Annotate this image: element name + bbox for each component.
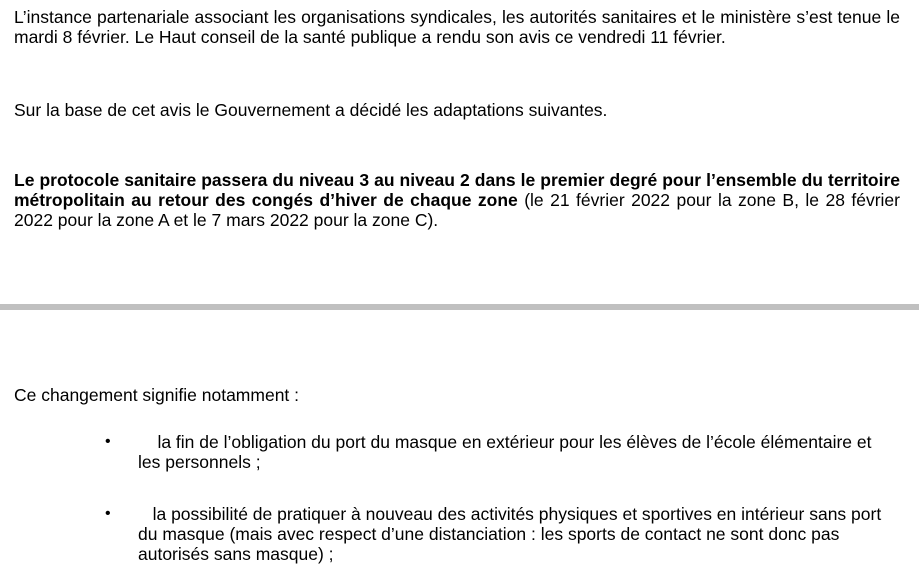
list-item-text: la fin de l’obligation du port du masque en extérieur pour les élèves de l’école élémentaire et les personnels ; bbox=[138, 432, 877, 472]
section-divider bbox=[0, 304, 919, 310]
protocol-paragraph bbox=[14, 170, 900, 230]
bullet-icon: • bbox=[105, 433, 111, 450]
protocol-bold-text: Le protocole sanitaire passera du niveau 3 au niveau 2 dans le premier degré pour l’ensemble du territoire métropolitain au retour des congés d’hiver de chaque zone bbox=[14, 170, 900, 210]
decision-paragraph: Sur la base de cet avis le Gouvernement a décidé les adaptations suivantes. bbox=[14, 100, 608, 120]
changes-intro: Ce changement signifie notamment : bbox=[14, 385, 300, 405]
intro-paragraph: L’instance partenariale associant les organisations syndicales, les autorités sanitaires et le ministère s’est tenue le mardi 8 février. Le Haut conseil de la santé publique a rendu son avis ce vendredi 11 février. bbox=[14, 7, 900, 47]
bullet-icon: • bbox=[105, 505, 111, 522]
protocol-dates-text: (le 21 février 2022 pour la zone B, le 28 février 2022 pour la zone A et le 7 mars 2022 pour la zone C). bbox=[14, 190, 900, 230]
list-item-text: la possibilité de pratiquer à nouveau des activités physiques et sportives en intérieur sans port du masque (mais avec respect d’une distanciation : les sports de contact ne sont donc pas autorisés sans masque) ; bbox=[138, 504, 887, 564]
